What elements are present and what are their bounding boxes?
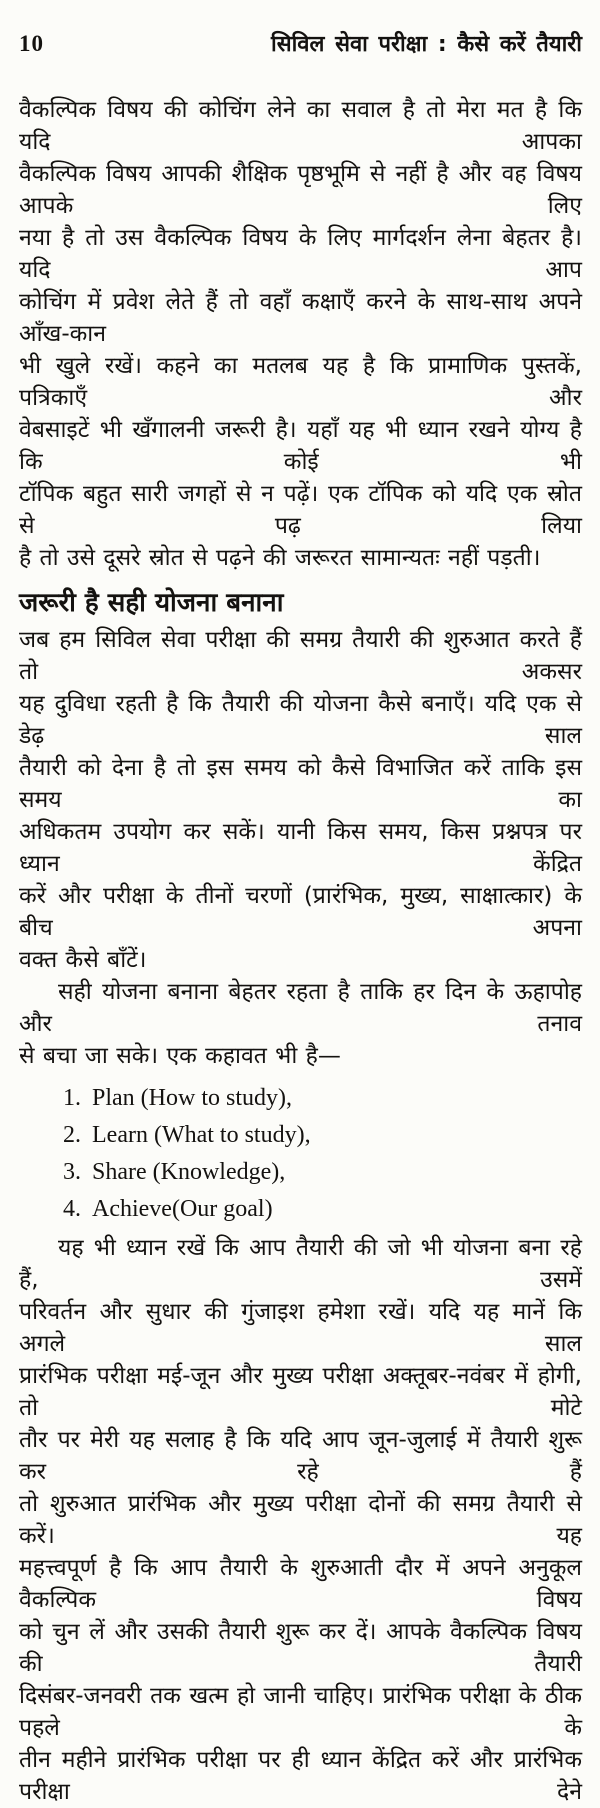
text-line: दिसंबर-जनवरी तक खत्म हो जानी चाहिए। प्रारंभिक परीक्षा के ठीक पहले के (19, 1683, 582, 1741)
text-line: टॉपिक बहुत सारी जगहों से न पढ़ें। एक टॉपिक को यदि एक स्रोत से पढ़ लिया (19, 481, 582, 539)
text-line: है तो उसे दूसरे स्रोत से पढ़ने की जरूरत सामान्यतः नहीं पड़ती। (19, 545, 541, 571)
list-item-number: 3. (63, 1159, 81, 1185)
text-line: महत्त्वपूर्ण है कि आप तैयारी के शुरुआती दौर में अपने अनुकूल वैकल्पिक विषय (19, 1555, 582, 1613)
list-item-text: Share (Knowledge), (92, 1159, 286, 1185)
list-item-number: 1. (63, 1085, 81, 1111)
text-line: करें और परीक्षा के तीनों चरणों (प्रारंभिक, मुख्य, साक्षात्कार) के बीच अपना (19, 883, 582, 941)
page-body (19, 94, 582, 1808)
list-item-number: 4. (63, 1196, 81, 1222)
section-heading: जरूरी है सही योजना बनाना (19, 588, 284, 618)
text-line: यह भी ध्यान रखें कि आप तैयारी की जो भी योजना बना रहे हैं, उसमें (19, 1235, 582, 1293)
text-line: जब हम सिविल सेवा परीक्षा की समग्र तैयारी की शुरुआत करते हैं तो अकसर (19, 627, 582, 685)
text-line: तौर पर मेरी यह सलाह है कि यदि आप जून-जुलाई में तैयारी शुरू कर रहे हैं (19, 1427, 582, 1485)
text-line: तीन महीने प्रारंभिक परीक्षा पर ही ध्यान केंद्रित करें और प्रारंभिक परीक्षा देने (19, 1747, 582, 1805)
text-line: कोचिंग में प्रवेश लेते हैं तो वहाँ कक्षाएँ करने के साथ-साथ अपने आँख-कान (19, 289, 582, 347)
list-item-text: Achieve(Our goal) (92, 1196, 273, 1222)
text-line: नया है तो उस वैकल्पिक विषय के लिए मार्गदर्शन लेना बेहतर है। यदि आप (19, 225, 582, 283)
text-line: भी खुले रखें। कहने का मतलब यह है कि प्रामाणिक पुस्तकें, पत्रिकाएँ और (19, 353, 582, 411)
text-line: वक्त कैसे बाँटें। (19, 947, 147, 973)
page-header (19, 28, 582, 58)
paragraph-4 (19, 1232, 582, 1808)
paragraph-2 (19, 624, 582, 976)
text-line: तो शुरुआत प्रारंभिक और मुख्य परीक्षा दोनों की समग्र तैयारी से करें। यह (19, 1491, 582, 1549)
running-title: सिविल सेवा परीक्षा : कैसे करें तैयारी (271, 32, 582, 57)
text-line: वेबसाइटें भी खँगालनी जरूरी है। यहाँ यह भी ध्यान रखने योग्य है कि कोई भी (19, 417, 582, 475)
text-line: वैकल्पिक विषय आपकी शैक्षिक पृष्ठभूमि से नहीं है और वह विषय आपके लिए (19, 161, 582, 219)
text-line: वैकल्पिक विषय की कोचिंग लेने का सवाल है तो मेरा मत है कि यदि आपका (19, 97, 582, 155)
paragraph-1 (19, 94, 582, 574)
list-item-text: Plan (How to study), (92, 1085, 292, 1111)
text-line: से बचा जा सके। एक कहावत भी है— (19, 1043, 341, 1069)
text-line: यह दुविधा रहती है कि तैयारी की योजना कैसे बनाएँ। यदि एक से डेढ़ साल (19, 691, 582, 749)
list-item-number: 2. (63, 1122, 81, 1148)
list-item (63, 1080, 582, 1117)
list-item (63, 1117, 582, 1154)
list-item (63, 1191, 582, 1228)
list-item-text: Learn (What to study), (92, 1122, 311, 1148)
text-line: अधिकतम उपयोग कर सकें। यानी किस समय, किस प्रश्नपत्र पर ध्यान केंद्रित (19, 819, 582, 877)
paragraph-3 (19, 976, 582, 1072)
text-line: सही योजना बनाना बेहतर रहता है ताकि हर दिन के ऊहापोह और तनाव (19, 979, 582, 1037)
text-line: प्रारंभिक परीक्षा मई-जून और मुख्य परीक्षा अक्तूबर-नवंबर में होगी, तो मोटे (19, 1363, 582, 1421)
text-line: परिवर्तन और सुधार की गुंजाइश हमेशा रखें। यदि यह मानें कि अगले साल (19, 1299, 582, 1357)
text-line: को चुन लें और उसकी तैयारी शुरू कर दें। आपके वैकल्पिक विषय की तैयारी (19, 1619, 582, 1677)
page-number: 10 (19, 31, 44, 56)
text-line: तैयारी को देना है तो इस समय को कैसे विभाजित करें ताकि इस समय का (19, 755, 582, 813)
study-list (19, 1080, 582, 1228)
list-item (63, 1154, 582, 1191)
